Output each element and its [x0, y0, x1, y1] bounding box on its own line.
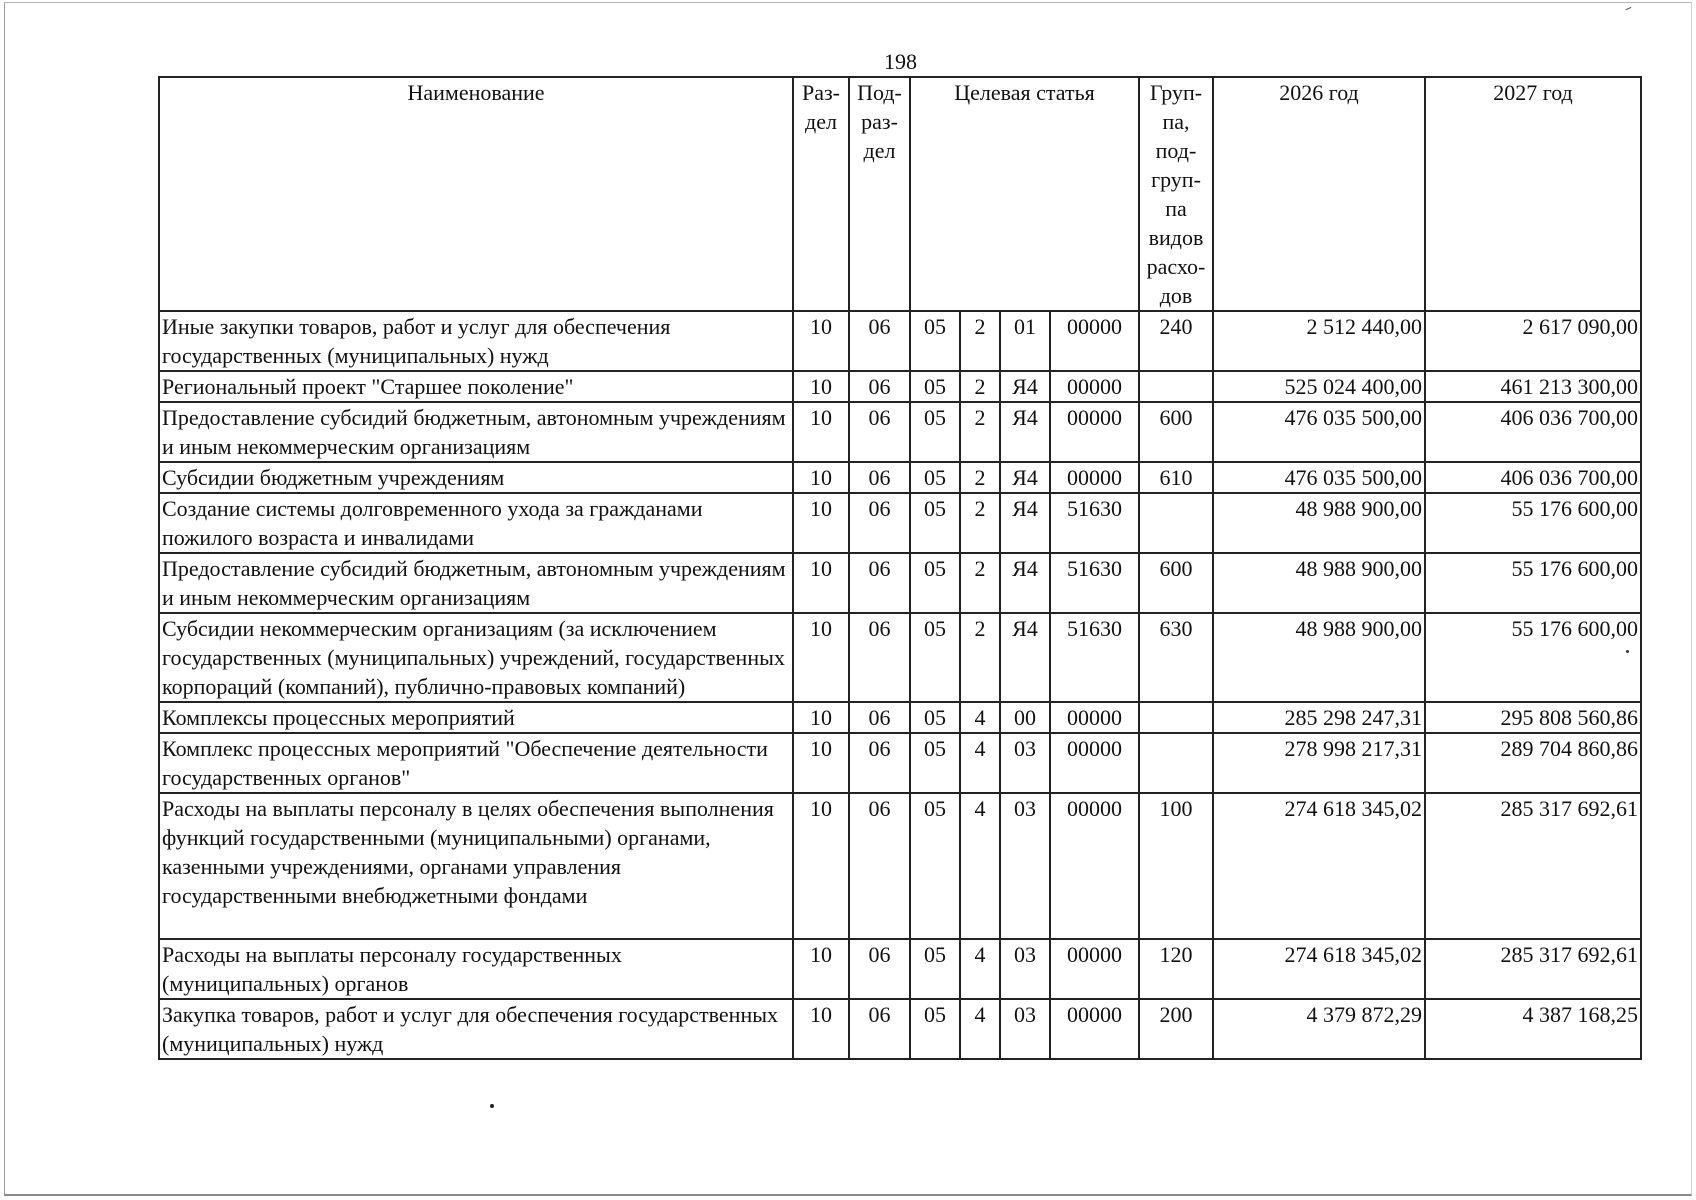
row-podrazdel: 06: [849, 311, 910, 371]
row-podrazdel: 06: [849, 613, 910, 702]
row-target-subprogram: 4: [960, 793, 1000, 939]
row-expense-type: [1139, 702, 1213, 733]
row-name: Предоставление субсидий бюджетным, автономным учреждениям и иным некоммерческим организациям: [159, 402, 793, 462]
row-razdel: 10: [793, 553, 849, 613]
header-podrazdel: Под- раз- дел: [849, 77, 910, 311]
row-podrazdel: 06: [849, 733, 910, 793]
header-row: [159, 77, 1641, 311]
table-row: [159, 793, 1641, 939]
row-name: Региональный проект "Старшее поколение": [159, 371, 793, 402]
row-expense-type: 120: [1139, 939, 1213, 999]
row-target-direction: 00000: [1050, 939, 1139, 999]
row-target-program: 05: [910, 613, 960, 702]
row-name: Расходы на выплаты персоналу государственных (муниципальных) органов: [159, 939, 793, 999]
stray-mark: [490, 1104, 494, 1108]
row-target-element: Я4: [1000, 553, 1050, 613]
row-podrazdel: 06: [849, 493, 910, 553]
row-target-element: Я4: [1000, 613, 1050, 702]
row-name: Предоставление субсидий бюджетным, автономным учреждениям и иным некоммерческим организациям: [159, 553, 793, 613]
row-podrazdel: 06: [849, 402, 910, 462]
row-target-direction: 00000: [1050, 462, 1139, 493]
row-podrazdel: 06: [849, 793, 910, 939]
row-expense-type: 100: [1139, 793, 1213, 939]
row-razdel: 10: [793, 462, 849, 493]
table-row: [159, 702, 1641, 733]
row-amount-2026: 48 988 900,00: [1213, 493, 1425, 553]
row-razdel: 10: [793, 733, 849, 793]
stray-mark: [1626, 650, 1629, 653]
row-expense-type: [1139, 493, 1213, 553]
row-target-direction: 00000: [1050, 793, 1139, 939]
row-expense-type: 600: [1139, 402, 1213, 462]
row-target-direction: 00000: [1050, 311, 1139, 371]
table-row: [159, 939, 1641, 999]
row-target-subprogram: 2: [960, 402, 1000, 462]
row-amount-2027: 4 387 168,25: [1425, 999, 1641, 1059]
row-amount-2027: 55 176 600,00: [1425, 613, 1641, 702]
row-amount-2027: 461 213 300,00: [1425, 371, 1641, 402]
row-expense-type: 600: [1139, 553, 1213, 613]
row-razdel: 10: [793, 402, 849, 462]
row-target-element: 00: [1000, 702, 1050, 733]
row-name: Иные закупки товаров, работ и услуг для обеспечения государственных (муниципальных) нужд: [159, 311, 793, 371]
row-podrazdel: 06: [849, 553, 910, 613]
row-amount-2026: 48 988 900,00: [1213, 553, 1425, 613]
row-target-direction: 51630: [1050, 553, 1139, 613]
row-amount-2026: 274 618 345,02: [1213, 793, 1425, 939]
row-target-program: 05: [910, 493, 960, 553]
row-amount-2027: 406 036 700,00: [1425, 462, 1641, 493]
header-expense-group: Груп- па, под- груп- па видов расхо- дов: [1139, 77, 1213, 311]
row-target-direction: 51630: [1050, 613, 1139, 702]
row-target-element: 03: [1000, 939, 1050, 999]
row-name: Комплексы процессных мероприятий: [159, 702, 793, 733]
row-amount-2027: 55 176 600,00: [1425, 553, 1641, 613]
row-target-subprogram: 2: [960, 493, 1000, 553]
table-row: [159, 999, 1641, 1059]
row-name: Закупка товаров, работ и услуг для обеспечения государственных (муниципальных) нужд: [159, 999, 793, 1059]
row-target-element: 03: [1000, 793, 1050, 939]
row-target-direction: 00000: [1050, 371, 1139, 402]
row-razdel: 10: [793, 999, 849, 1059]
header-year-2027: 2027 год: [1425, 77, 1641, 311]
row-amount-2027: 406 036 700,00: [1425, 402, 1641, 462]
row-target-program: 05: [910, 402, 960, 462]
row-razdel: 10: [793, 939, 849, 999]
row-target-element: Я4: [1000, 493, 1050, 553]
row-podrazdel: 06: [849, 371, 910, 402]
row-expense-type: [1139, 371, 1213, 402]
row-amount-2026: 525 024 400,00: [1213, 371, 1425, 402]
row-target-program: 05: [910, 939, 960, 999]
table-row: [159, 371, 1641, 402]
row-target-direction: 00000: [1050, 733, 1139, 793]
row-target-subprogram: 4: [960, 999, 1000, 1059]
table-row: [159, 311, 1641, 371]
header-year-2026: 2026 год: [1213, 77, 1425, 311]
row-target-subprogram: 2: [960, 553, 1000, 613]
budget-table: [158, 76, 1642, 1060]
row-podrazdel: 06: [849, 462, 910, 493]
row-amount-2026: 278 998 217,31: [1213, 733, 1425, 793]
row-podrazdel: 06: [849, 999, 910, 1059]
row-amount-2026: 4 379 872,29: [1213, 999, 1425, 1059]
row-target-subprogram: 4: [960, 939, 1000, 999]
row-name: Комплекс процессных мероприятий "Обеспечение деятельности государственных органов": [159, 733, 793, 793]
row-target-element: Я4: [1000, 371, 1050, 402]
row-podrazdel: 06: [849, 939, 910, 999]
row-target-program: 05: [910, 702, 960, 733]
row-razdel: 10: [793, 613, 849, 702]
row-podrazdel: 06: [849, 702, 910, 733]
table-row: [159, 462, 1641, 493]
row-target-program: 05: [910, 553, 960, 613]
row-razdel: 10: [793, 793, 849, 939]
row-amount-2027: 285 317 692,61: [1425, 793, 1641, 939]
row-amount-2027: 55 176 600,00: [1425, 493, 1641, 553]
row-expense-type: 610: [1139, 462, 1213, 493]
row-target-program: 05: [910, 999, 960, 1059]
row-target-element: Я4: [1000, 402, 1050, 462]
row-target-program: 05: [910, 311, 960, 371]
row-name: Расходы на выплаты персоналу в целях обеспечения выполнения функций государственными (муниципальными) органами, казенными учреждениями, органами управления государственными внебюджетными фондами: [159, 793, 793, 939]
table-row: [159, 493, 1641, 553]
table-body: [159, 311, 1641, 1059]
row-target-direction: 00000: [1050, 402, 1139, 462]
row-target-program: 05: [910, 462, 960, 493]
row-razdel: 10: [793, 371, 849, 402]
row-target-element: Я4: [1000, 462, 1050, 493]
row-target-direction: 51630: [1050, 493, 1139, 553]
row-target-element: 03: [1000, 733, 1050, 793]
row-amount-2026: 274 618 345,02: [1213, 939, 1425, 999]
row-target-element: 03: [1000, 999, 1050, 1059]
table-row: [159, 733, 1641, 793]
row-target-subprogram: 2: [960, 613, 1000, 702]
row-razdel: 10: [793, 702, 849, 733]
page-number: 198: [884, 49, 917, 74]
row-expense-type: 630: [1139, 613, 1213, 702]
header-target-article: Целевая статья: [910, 77, 1139, 311]
row-target-subprogram: 4: [960, 733, 1000, 793]
row-target-element: 01: [1000, 311, 1050, 371]
row-amount-2027: 2 617 090,00: [1425, 311, 1641, 371]
row-target-subprogram: 4: [960, 702, 1000, 733]
row-target-subprogram: 2: [960, 371, 1000, 402]
row-amount-2026: 48 988 900,00: [1213, 613, 1425, 702]
header-razdel: Раз- дел: [793, 77, 849, 311]
row-amount-2026: 476 035 500,00: [1213, 402, 1425, 462]
row-target-subprogram: 2: [960, 311, 1000, 371]
row-razdel: 10: [793, 311, 849, 371]
row-razdel: 10: [793, 493, 849, 553]
row-target-direction: 00000: [1050, 702, 1139, 733]
row-amount-2027: 295 808 560,86: [1425, 702, 1641, 733]
row-amount-2027: 285 317 692,61: [1425, 939, 1641, 999]
row-name: Создание системы долговременного ухода за гражданами пожилого возраста и инвалидами: [159, 493, 793, 553]
row-target-program: 05: [910, 371, 960, 402]
table-row: [159, 402, 1641, 462]
row-amount-2026: 285 298 247,31: [1213, 702, 1425, 733]
row-amount-2026: 2 512 440,00: [1213, 311, 1425, 371]
row-name: Субсидии бюджетным учреждениям: [159, 462, 793, 493]
row-expense-type: 240: [1139, 311, 1213, 371]
row-expense-type: [1139, 733, 1213, 793]
row-amount-2027: 289 704 860,86: [1425, 733, 1641, 793]
row-target-program: 05: [910, 793, 960, 939]
table-row: [159, 613, 1641, 702]
row-amount-2026: 476 035 500,00: [1213, 462, 1425, 493]
row-name: Субсидии некоммерческим организациям (за исключением государственных (муниципальных) учреждений, государственных корпораций (компаний), публично-правовых компаний): [159, 613, 793, 702]
row-target-subprogram: 2: [960, 462, 1000, 493]
row-target-program: 05: [910, 733, 960, 793]
row-expense-type: 200: [1139, 999, 1213, 1059]
row-target-direction: 00000: [1050, 999, 1139, 1059]
header-name: Наименование: [159, 77, 793, 311]
table-row: [159, 553, 1641, 613]
